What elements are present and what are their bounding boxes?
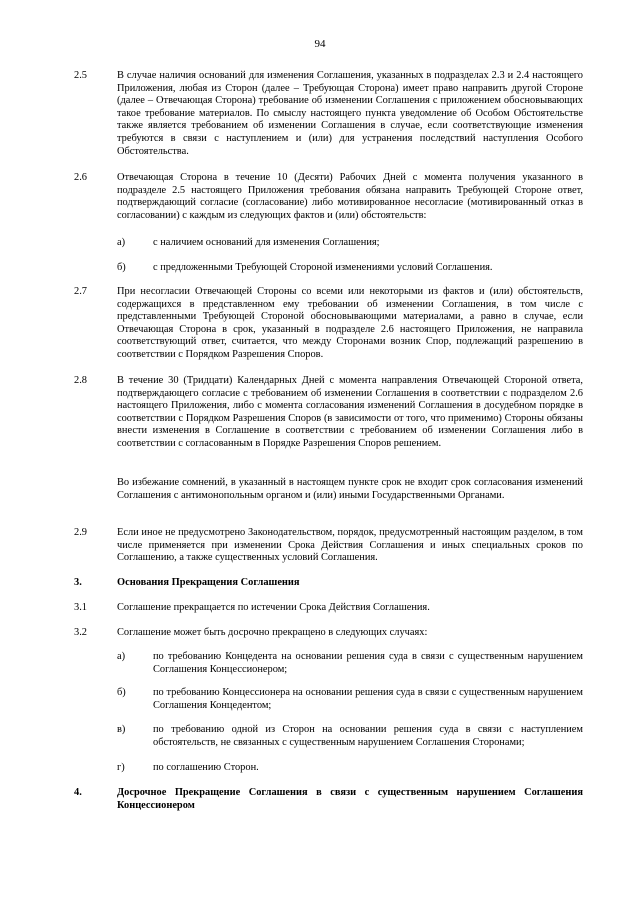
list-marker: б): [117, 687, 126, 698]
list-marker: в): [117, 724, 126, 735]
list-text: по требованию Концедента на основании решения суда в связи с существенным нарушением Соглашения Концессионером;: [153, 651, 583, 675]
clause-number: 2.9: [74, 527, 87, 538]
section-number: 3.: [74, 577, 82, 588]
clause-text: В течение 30 (Тридцати) Календарных Дней с момента направления Отвечающей Стороной ответа, подтверждающего согласие с требованием об изменении Соглашения в соответствии с подразделом 2.6 настоящего Приложения, либо с момента согласования изменений Соглашения в досудебном порядке в соответствии с Порядком Разрешения Споров (в зависимости от того, что применимо) Стороны обязаны внести изменения в Соглашение в соответствии с требованием об изменении Соглашения либо в соответствии с согласованным в Порядке Разрешения Споров решением.: [117, 375, 583, 449]
list-text: с предложенными Требующей Стороной изменениями условий Соглашения.: [153, 262, 493, 273]
clause-text: Если иное не предусмотрено Законодательством, порядок, предусмотренный настоящим разделом, в том числе применяется при изменении Срока Действия Соглашения и иных специальных сроков по Соглашению, а также существенных условий Соглашения.: [117, 527, 583, 564]
list-marker: а): [117, 651, 126, 662]
list-text: по требованию Концессионера на основании решения суда в связи с существенным нарушением Соглашения Концедентом;: [153, 687, 583, 711]
clause-text: При несогласии Отвечающей Стороны со всеми или некоторыми из фактов и (или) обстоятельств, содержащихся в представленном ему требовании об изменении Соглашения, в том числе с представленными Требующей Стороной обосновывающими материалами, а равно в случае, если Отвечающая Сторона в срок, указанный в подразделе 2.6 настоящего Приложения, не направила соответствующий ответ, считается, что между Сторонами возник Спор, подлежащий разрешению в соответствии с Порядком Разрешения Споров.: [117, 286, 583, 360]
clause-note: Во избежание сомнений, в указанный в настоящем пункте срок не входит срок согласования изменений Соглашения с антимонопольным органом и (или) иными Государственными Органами.: [117, 477, 583, 501]
clause-number: 2.7: [74, 286, 87, 297]
clause-text: Отвечающая Сторона в течение 10 (Десяти) Рабочих Дней с момента получения указанного в подразделе 2.5 настоящего Приложения требования обязана направить Требующей Стороне ответ, подтверждающий согласие (согласование) либо мотивированное несогласие (мотивированный отказ в согласовании) с каждым из следующих фактов и (или) обстоятельств:: [117, 172, 583, 221]
clause-number: 2.8: [74, 375, 87, 386]
clause-number: 2.5: [74, 70, 87, 81]
clause-text: Соглашение прекращается по истечении Срока Действия Соглашения.: [117, 602, 430, 613]
clause-number: 3.1: [74, 602, 87, 613]
list-text: по требованию одной из Сторон на основании решения суда в связи с наступлением обстоятельств, не связанных с существенным нарушением Соглашения Сторонами;: [153, 724, 583, 748]
clause-number: 2.6: [74, 172, 87, 183]
section-title: Основания Прекращения Соглашения: [117, 577, 300, 588]
clause-text: Соглашение может быть досрочно прекращено в следующих случаях:: [117, 627, 428, 638]
list-text: с наличием оснований для изменения Соглашения;: [153, 237, 380, 248]
list-text: по соглашению Сторон.: [153, 762, 259, 773]
section-number: 4.: [74, 787, 82, 798]
clause-number: 3.2: [74, 627, 87, 638]
clause-text: В случае наличия оснований для изменения Соглашения, указанных в подразделах 2.3 и 2.4 настоящего Приложения, любая из Сторон (далее – Требующая Сторона) имеет право направить другой Стороне (далее – Отвечающая Сторона) требование об изменении Соглашения с приложением обосновывающих такое требование материалов. По смыслу настоящего пункта уведомление об Особом Обстоятельстве также является требованием об изменении Соглашения в случае, если соответствующие изменения требуются в связи с наступлением и (или) для устранения последствий наступления Особого Обстоятельства.: [117, 70, 583, 157]
section-title: Досрочное Прекращение Соглашения в связи с существенным нарушением Соглашения Концессионером: [117, 787, 583, 811]
list-marker: б): [117, 262, 126, 273]
list-marker: а): [117, 237, 126, 248]
page-number: 94: [314, 38, 326, 50]
list-marker: г): [117, 762, 125, 773]
